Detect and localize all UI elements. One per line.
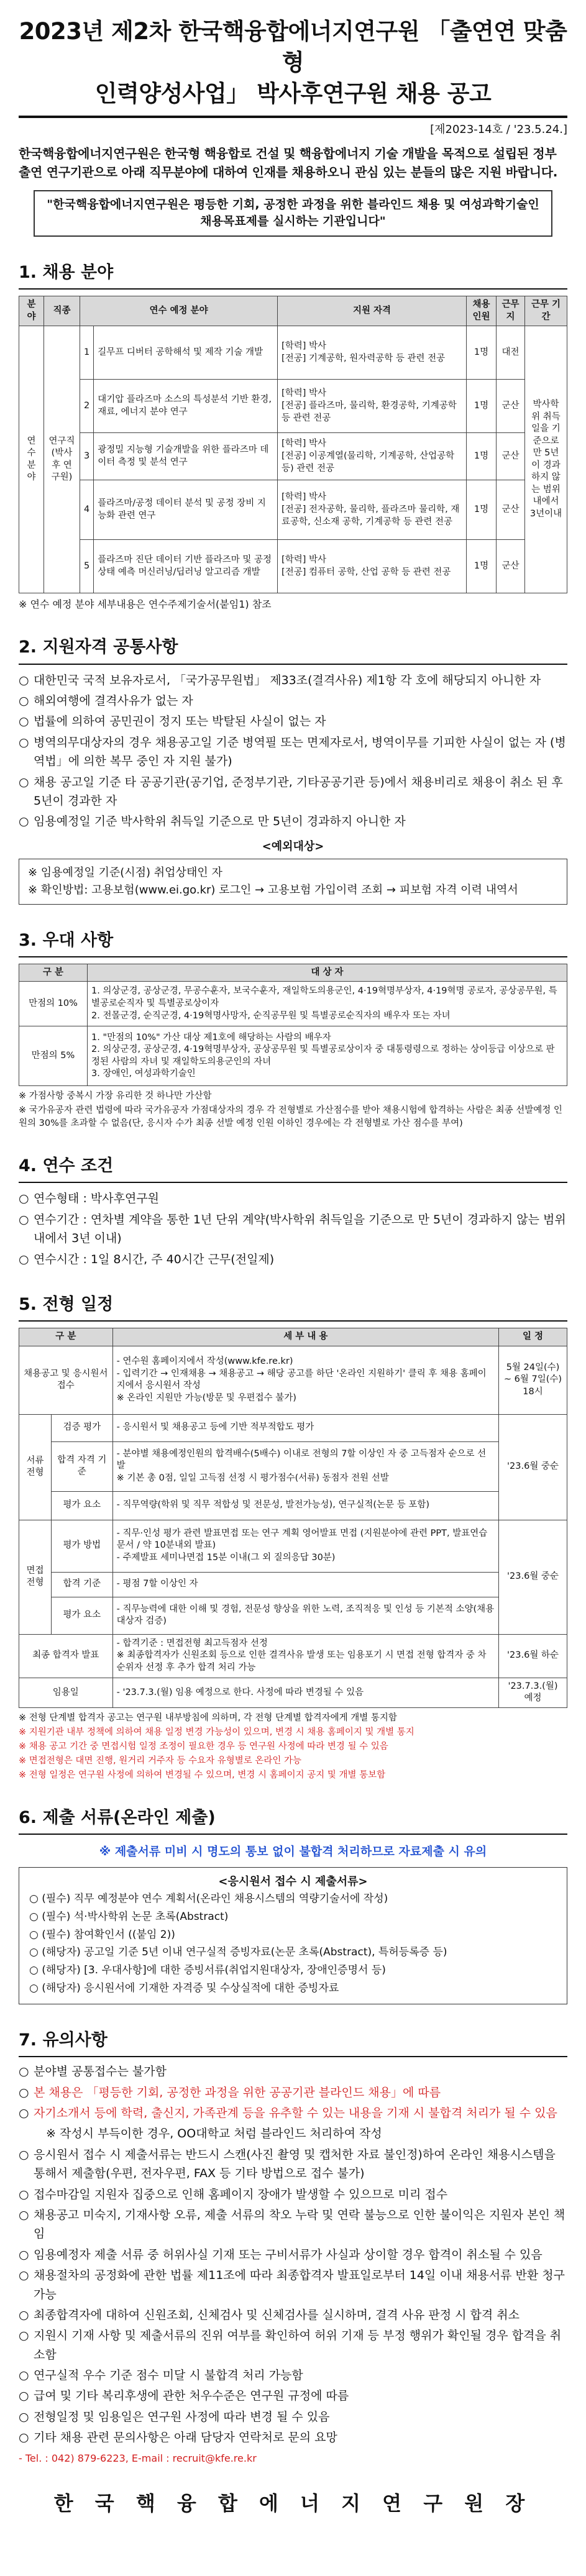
cell-area: 대기압 플라즈마 소스의 특성분석 기반 환경, 재료, 에너지 분야 연구 xyxy=(94,380,278,433)
table-header-row xyxy=(19,964,567,982)
cell-sub: 합격 자격 기준 xyxy=(52,1441,113,1491)
cell-count: 1명 xyxy=(467,433,497,480)
section-4-title: 4. 연수 조건 xyxy=(19,1156,114,1176)
th-count: 채용 인원 xyxy=(467,296,497,326)
schedule-table xyxy=(19,1328,567,1708)
list-item: ○ 임용예정자 제출 서류 중 허위사실 기재 또는 구비서류가 사실과 상이할 경우 합격이 취소될 수 있음 xyxy=(19,2247,543,2262)
section-5-divider xyxy=(19,1320,567,1322)
cell-area: 플라즈마 진단 데이터 기반 플라즈마 및 공정 상태 예측 머신러닝/딥러닝 알고리즘 개발 xyxy=(94,540,278,593)
cell-area: 광정밀 지능형 기술개발을 위한 플라즈마 데이터 측정 및 분석 연구 xyxy=(94,433,278,480)
cell-period: 박사학위 취득일을 기준으로 만 5년이 경과하지 않는 범위 내에서 3년이내 xyxy=(525,326,567,593)
slogan-box xyxy=(34,190,552,237)
list-item: ○ 자기소개서 등에 학력, 출신지, 가족관계 등을 유추할 수 있는 내용을 기재 시 불합격 처리가 될 수 있음 xyxy=(19,2106,557,2120)
signature: 한 국 핵 융 합 에 너 지 연 구 원 장 xyxy=(53,2491,533,2515)
title-block xyxy=(19,0,567,109)
table-row xyxy=(19,540,567,593)
cell-place: 군산 xyxy=(497,480,525,540)
list-item: ○ 병역의무대상자의 경우 채용공고일 기준 병역필 또는 면제자로서, 병역이무를 기피한 사실이 없는 자 (병역법」에 의한 복무 중인 자 지원 불가) xyxy=(19,735,566,769)
cell-stage: 채용공고 및 응시원서 접수 xyxy=(19,1346,113,1414)
cell-qual: [학력] 박사 [전공] 기계공학, 원자력공학 등 관련 전공 xyxy=(278,326,467,380)
section-5-note: ※ 전형 단계별 합격자 공고는 연구원 내부방침에 의하며, 각 전형 단계별 합격자에게 개별 통지함 xyxy=(19,1712,397,1723)
table-row xyxy=(19,1346,567,1414)
th-place: 근무지 xyxy=(497,296,525,326)
exception-line: ※ 임용예정일 기준(시점) 취업상태인 자 xyxy=(28,866,222,879)
cell-target: 1. 의상군경, 공상군경, 무공수훈자, 보국수훈자, 재일학도의용군인, 4·19혁명부상자, 4·19혁명 공로자, 공상공무원, 특별공로순직자 및 특별공로상이자 2. 전몰군경, 순직군경, 4·19혁명사망자, 순직공무원 및 특별공로순직자의 배우자 또는 자녀 xyxy=(88,982,567,1026)
th-field: 분야 xyxy=(19,296,44,326)
list-item: ○ 최종합격자에 대하여 신원조회, 신체검사 및 신체검사를 실시하며, 결격 사유 판정 시 합격 취소 xyxy=(19,2308,520,2322)
cell-target: 1. "만점의 10%" 가산 대상 제1호에 해당하는 사람의 배우자 2. 의상군경, 공상군경, 4·19혁명부상자, 공상공무원 및 특별공로상이자 중 대통령령으로 정하는 상이등급 이상으로 판정된 사람의 자녀 및 재일학도의용군인의 자녀 3. 장애인, 여성과학기술인 xyxy=(88,1026,567,1086)
section-6-title: 6. 제출 서류(온라인 제출) xyxy=(19,1807,216,1827)
qualification-list xyxy=(19,671,567,831)
cell-detail: - 응시원서 및 채용공고 등에 기반 적부적합도 평가 xyxy=(112,1414,498,1441)
table-row xyxy=(19,1441,567,1491)
table-row xyxy=(19,1572,567,1597)
document-item: ○ (필수) 참여확인서 ((붙임 2)) xyxy=(29,1928,175,1941)
section-2-divider xyxy=(19,664,567,665)
cell-job: 연구직 (박사후 연구원) xyxy=(44,326,80,593)
section-3-note: ※ 국가유공자 관련 법령에 따라 국가유공자 가점대상자의 경우 각 전형별로 가산점수를 받아 채용시험에 합격하는 사람은 최종 선발예정 인원의 30%를 초과할 수 없음(단, 응시자 수가 최종 선발 예정 인원 이하인 경우에는 각 전형별로 가산 점수를 부여) xyxy=(19,1105,562,1129)
cell-count: 1명 xyxy=(467,380,497,433)
section-2-title: 2. 지원자격 공통사항 xyxy=(19,637,178,657)
table-row xyxy=(19,1414,567,1441)
cell-field: 연수분야 xyxy=(19,326,44,593)
page-title xyxy=(19,16,567,109)
table-row xyxy=(19,1491,567,1520)
table-row xyxy=(19,982,567,1026)
cell-area: 플라즈마/공정 데이터 분석 및 공정 장비 지능화 관련 연구 xyxy=(94,480,278,540)
cell-detail: - 직무능력에 대한 이해 및 경험, 전문성 향상을 위한 노력, 조직적응 및 인성 등 기본적 소양(채용 대상자 검증) xyxy=(112,1597,498,1634)
th-period: 근무 기간 xyxy=(525,296,567,326)
cell-date: '23.6월 중순 xyxy=(499,1520,567,1634)
cell-date: '23.6월 하순 xyxy=(499,1634,567,1678)
list-item: ○ 채용 공고일 기준 타 공공기관(공기업, 준정부기관, 기타공공기관 등)에서 채용비리로 채용이 취소 된 후 5년이 경과한 자 xyxy=(19,775,563,808)
list-item: ○ 지원시 기재 사항 및 제출서류의 진위 여부를 확인하여 허위 기재 등 부정 행위가 확인될 경우 합격을 취소함 xyxy=(19,2329,562,2362)
section-7-title: 7. 유의사항 xyxy=(19,2030,108,2050)
cell-date: 5월 24일(수) ~ 6월 7일(수) 18시 xyxy=(499,1346,567,1414)
section-5-note: ※ 지원기관 내부 정책에 의하여 채용 일정 변경 가능성이 있으며, 변경 시 채용 홈페이지 및 개별 통지 xyxy=(19,1727,414,1737)
section-5-title: 5. 전형 일정 xyxy=(19,1295,114,1315)
th-target: 대 상 자 xyxy=(88,964,567,982)
cell-count: 1명 xyxy=(467,326,497,380)
list-item: ○ 연수형태 : 박사후연구원 xyxy=(19,1192,160,1206)
title-line-1: 2023년 제2차 한국핵융합에너지연구원 「출연연 맞춤형 xyxy=(19,18,567,76)
cell-detail: - 합격기준 : 면접전형 최고득점자 선정 ※ 최종합격자가 신원조회 등으로 인한 결격사유 발생 또는 임용포기 시 면접 전형 합격자 중 차순위자 선정 후 추가 합격 처리 가능 xyxy=(112,1634,498,1678)
list-item: ○ 접수마감일 지원자 집중으로 인해 홈페이지 장애가 발생할 수 있으므로 미리 접수 xyxy=(19,2187,448,2201)
cell-category: 만점의 10% xyxy=(19,982,88,1026)
section-1-note: ※ 연수 예정 분야 세부내용은 연수주제기술서(붙임1) 참조 xyxy=(19,598,272,611)
section-5-note: ※ 채용 공고 기간 중 면접시험 일정 조정이 필요한 경우 등 연구원 사정에 따라 변경 될 수 있음 xyxy=(19,1741,388,1752)
list-item: ○ 본 채용은 「평등한 기회, 공정한 과정을 위한 공공기관 블라인드 채용」에 따름 xyxy=(19,2085,441,2099)
document-item: ○ (해당자) 응시원서에 기재한 자격증 및 수상실적에 대한 증빙자료 xyxy=(29,1982,339,1995)
slogan-text: "한국핵융합에너지연구원은 평등한 기회, 공정한 과정을 위한 블라인드 채용 및 여성과학기술인 채용목표제를 실시하는 기관입니다" xyxy=(47,197,539,229)
section-4-divider xyxy=(19,1182,567,1183)
cell-area: 길무프 디버터 공학해석 및 제작 기술 개발 xyxy=(94,326,278,380)
cell-stage: 면접 전형 xyxy=(19,1520,52,1634)
list-item: ○ 응시원서 접수 시 제출서류는 반드시 스캔(사진 촬영 및 캡처한 자료 불인정)하여 온라인 채용시스템을 통해서 제출함(우편, 전자우편, FAX 등 기타 방법으로 접수 불가) xyxy=(19,2147,556,2181)
cell-detail: - 직무·인성 평가 관련 발표면접 또는 연구 계획 영어발표 면접 (지원분야에 관련 PPT, 발표연습문서 / 약 10분내외 발표) - 주제발표 세미나면접 15분 이내(그 외 질의응답 30분) xyxy=(112,1520,498,1572)
document-item: ○ (해당자) [3. 우대사항]에 대한 증빙서류(취업지원대상자, 장애인증명서 등) xyxy=(29,1964,386,1977)
document-item: ○ (필수) 직무 예정분야 연수 계획서(온라인 채용시스템의 역량기술서에 작성) xyxy=(29,1892,388,1905)
table-row xyxy=(19,380,567,433)
cell-sub: 평가 방법 xyxy=(52,1520,113,1572)
th-detail: 세 부 내 용 xyxy=(112,1328,498,1346)
cell-detail: - 평점 7할 이상인 자 xyxy=(112,1572,498,1597)
documents-label: <응시원서 접수 시 제출서류> xyxy=(218,1875,368,1888)
th-stage: 구 분 xyxy=(19,1328,113,1346)
submit-notice: ※ 제출서류 미비 시 명도의 통보 없이 불합격 처리하므로 자료제출 시 유의 xyxy=(99,1845,487,1859)
th-job: 직종 xyxy=(44,296,80,326)
cell-detail: - 직무역량(학위 및 직무 적합성 및 전문성, 발전가능성), 연구실적(논문 등 포함) xyxy=(112,1491,498,1520)
cell-qual: [학력] 박사 [전공] 전자공학, 물리학, 플라즈마 물리학, 재료공학, 신소재 공학, 기계공학 등 관련 전공 xyxy=(278,480,467,540)
list-item: ○ 대한민국 국적 보유자로서, 「국가공무원법」 제33조(결격사유) 제1항 각 호에 해당되지 아니한 자 xyxy=(19,673,541,687)
document-item: ○ (해당자) 공고일 기준 5년 이내 연구실적 증빙자료(논문 초록(Abstract), 특허등록증 등) xyxy=(29,1946,447,1959)
cell-qual: [학력] 박사 [전공] 이공계열(물리학, 기계공학, 산업공학 등) 관련 전공 xyxy=(278,433,467,480)
list-item: ○ 기타 채용 관련 문의사항은 아래 담당자 연락처로 문의 요망 xyxy=(19,2431,337,2445)
section-6-divider xyxy=(19,1834,567,1835)
section-1-title: 1. 채용 분야 xyxy=(19,263,114,282)
cell-place: 군산 xyxy=(497,540,525,593)
table-row xyxy=(19,433,567,480)
section-3-divider xyxy=(19,956,567,957)
cell-sub: 평가 요소 xyxy=(52,1491,113,1520)
exception-box xyxy=(19,859,567,905)
title-line-2: 인력양성사업」 박사후연구원 채용 공고 xyxy=(94,80,492,107)
table-row xyxy=(19,1597,567,1634)
cell-no: 3 xyxy=(80,433,94,480)
document-item: ○ (필수) 석·박사학위 논문 초록(Abstract) xyxy=(29,1910,229,1923)
caution-list xyxy=(19,2062,567,2447)
cell-place: 군산 xyxy=(497,380,525,433)
section-3-title: 3. 우대 사항 xyxy=(19,930,114,950)
cell-sub: 검증 평가 xyxy=(52,1414,113,1441)
cell-no: 2 xyxy=(80,380,94,433)
cell-no: 4 xyxy=(80,480,94,540)
list-item: ○ 채용절차의 공정화에 관한 법률 제11조에 따라 최종합격자 발표일로부터 14일 이내 채용서류 반환 청구 가능 xyxy=(19,2268,565,2301)
section-5-note: ※ 전형 일정은 연구원 사정에 의하여 변경될 수 있으며, 변경 시 홈페이지 공지 및 개별 통보함 xyxy=(19,1770,386,1780)
section-1-divider xyxy=(19,288,567,290)
th-date: 일 정 xyxy=(499,1328,567,1346)
cell-place: 대전 xyxy=(497,326,525,380)
cell-stage: 최종 합격자 발표 xyxy=(19,1634,113,1678)
list-item: ○ 전형일정 및 임용일은 연구원 사정에 따라 변경 될 수 있음 xyxy=(19,2409,330,2424)
intro-text: 한국핵융합에너지연구원은 한국형 핵융합로 건설 및 핵융합에너지 기술 개발을 목적으로 설립된 정부출연 연구기관으로 아래 직무분야에 대하여 인재를 채용하오니 관심 있는 분들의 많은 지원 바랍니다. xyxy=(19,145,558,180)
exception-label: <예외대상> xyxy=(262,839,324,853)
exception-line: ※ 확인방법: 고용보험(www.ei.go.kr) 로그인 → 고용보험 가입이력 조회 → 피보험 자격 이력 내역서 xyxy=(28,883,518,897)
cell-detail: - 연수원 홈페이지에서 작성(www.kfe.re.kr) - 입력기간 → 인재채용 → 채용공고 → 해당 공고를 하단 '온라인 지원하기' 클릭 후 채용 홈페이지에서 응시원서 작성 ※ 온라인 지원만 가능(방문 및 우편접수 불가) xyxy=(112,1346,498,1414)
cell-stage: 임용일 xyxy=(19,1678,113,1707)
cell-detail: - '23.7.3.(월) 임용 예정으로 한다. 사정에 따라 변경될 수 있음 xyxy=(112,1678,498,1707)
list-item: ○ 연수기간 : 연차별 계약을 통한 1년 단위 계약(박사학위 취득일을 기준으로 만 5년이 경과하지 않는 범위 내에서 3년 이내) xyxy=(19,1212,566,1246)
section-3-note: ※ 가점사항 중복시 가장 유리한 것 하나만 가산함 xyxy=(19,1091,212,1102)
cell-detail: - 분야별 채용예정인원의 합격배수(5배수) 이내로 전형의 7할 이상인 자 중 고득점자 순으로 선발 ※ 기본 총 0점, 일일 고득점 선정 시 평가점수(서류) 동점자 전원 선발 xyxy=(112,1441,498,1491)
table-row xyxy=(19,480,567,540)
th-category: 구 분 xyxy=(19,964,88,982)
cell-stage: 서류 전형 xyxy=(19,1414,52,1520)
cell-no: 5 xyxy=(80,540,94,593)
list-item: ○ 임용예정일 기준 박사학위 취득일 기준으로 만 5년이 경과하지 아니한 자 xyxy=(19,815,406,829)
cell-date: '23.7.3.(월) 예정 xyxy=(499,1678,567,1707)
documents-box xyxy=(19,1867,567,2004)
table-row xyxy=(19,326,567,380)
cell-place: 군산 xyxy=(497,433,525,480)
list-item: ○ 법률에 의하여 공민권이 정지 또는 박탈된 사실이 없는 자 xyxy=(19,715,326,729)
notice-number: [제2023-14호 / '23.5.24.] xyxy=(430,122,567,136)
list-item: ○ 채용공고 미숙지, 기재사항 오류, 제출 서류의 착오 누락 및 연락 불능으로 인한 불이익은 지원자 본인 책임 xyxy=(19,2208,565,2241)
section-5-note: ※ 면접전형은 대면 진행, 원거리 거주자 등 수요자 유형별로 온라인 가능 xyxy=(19,1755,302,1766)
table-row xyxy=(19,1520,567,1572)
cell-count: 1명 xyxy=(467,540,497,593)
list-item: ○ 해외여행에 결격사유가 없는 자 xyxy=(19,693,193,708)
cell-no: 1 xyxy=(80,326,94,380)
preference-table xyxy=(19,964,567,1087)
table-header-row xyxy=(19,296,567,326)
title-divider xyxy=(19,116,567,118)
list-item: ※ 작성시 부득이한 경우, OO대학교 처럼 블라인드 처리하여 작성 xyxy=(46,2127,382,2141)
cell-category: 만점의 5% xyxy=(19,1026,88,1086)
cell-date: '23.6월 중순 xyxy=(499,1414,567,1520)
list-item: ○ 연수시간 : 1일 8시간, 주 40시간 근무(전일제) xyxy=(19,1252,275,1266)
table-row xyxy=(19,1634,567,1678)
list-item: ○ 연구실적 우수 기준 점수 미달 시 불합격 처리 가능함 xyxy=(19,2368,303,2383)
table-row xyxy=(19,1026,567,1086)
cell-qual: [학력] 박사 [전공] 컴퓨터 공학, 산업 공학 등 관련 전공 xyxy=(278,540,467,593)
cell-qual: [학력] 박사 [전공] 플라즈마, 물리학, 환경공학, 기계공학 등 관련 전공 xyxy=(278,380,467,433)
list-item: ○ 급여 및 기타 복리후생에 관한 처우수준은 연구원 규정에 따름 xyxy=(19,2389,349,2403)
cell-sub: 합격 기준 xyxy=(52,1572,113,1597)
list-item: ○ 분야별 공통접수는 불가함 xyxy=(19,2065,167,2079)
th-area: 연수 예정 분야 xyxy=(80,296,278,326)
table-header-row xyxy=(19,1328,567,1346)
table-row xyxy=(19,1678,567,1707)
th-qual: 지원 자격 xyxy=(278,296,467,326)
contact-info: - Tel. : 042) 879-6223, E-mail : recruit@kfe.re.kr xyxy=(19,2452,257,2464)
section-7-divider xyxy=(19,2056,567,2057)
training-condition-list xyxy=(19,1189,567,1269)
cell-count: 1명 xyxy=(467,480,497,540)
recruit-field-table xyxy=(19,296,567,593)
cell-sub: 평가 요소 xyxy=(52,1597,113,1634)
